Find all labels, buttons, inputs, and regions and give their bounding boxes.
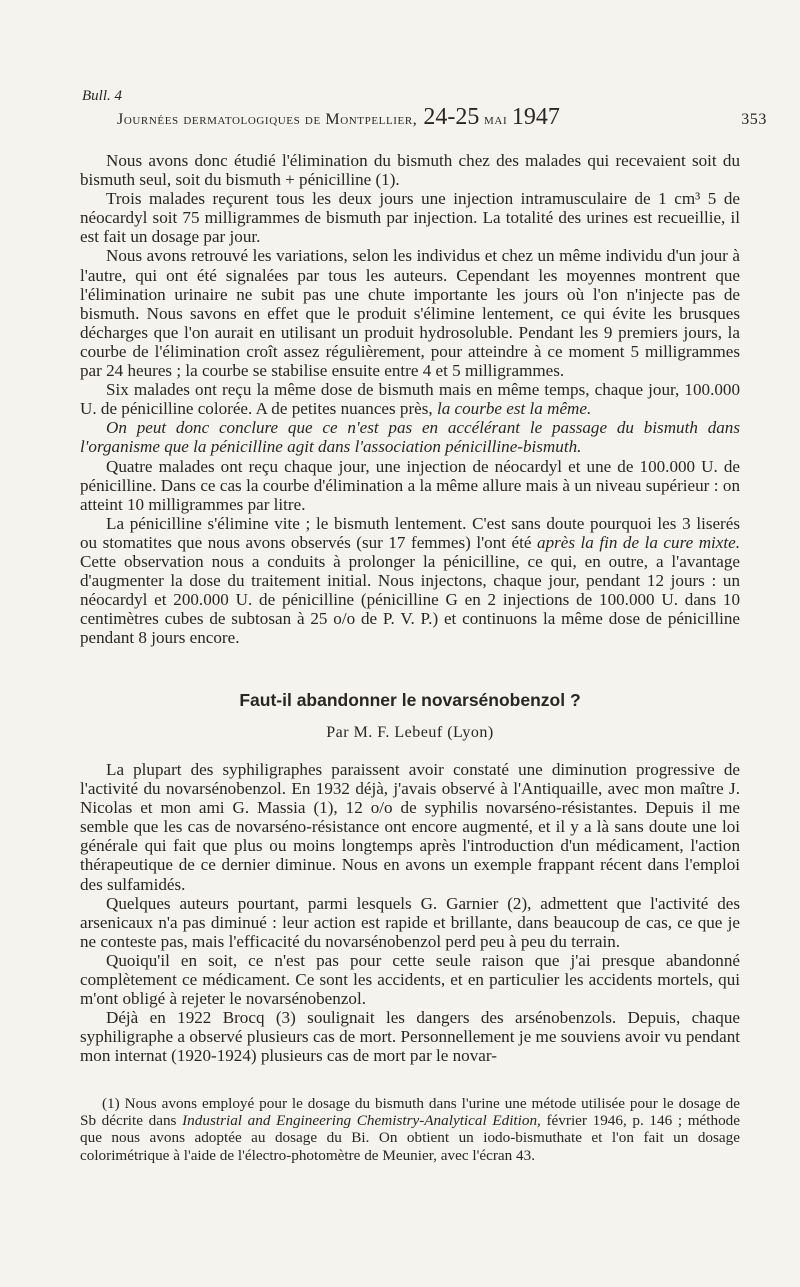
text-run: La pénicilline s'élimine vite ; le bismuth lentement. C'est sans doute pourquoi les 3 liserés ou stomatites que nous avons observés (sur 17 femmes) l'ont été bbox=[80, 513, 740, 552]
text-run: Quelques auteurs pourtant, parmi lesquels G. Garnier (2), admettent que l'activité des arsenicaux n'a pas diminué : leur action est rapide et brillante, dans beaucoup de cas, ce que je ne conteste pas, mais l'efficacité du novarsénobenzol perd peu à peu du terrain. bbox=[80, 893, 740, 951]
page-number: 353 bbox=[741, 111, 767, 128]
footnote-run: (1) Nous avons employé pour le dosage du bismuth dans l'urine une métode utilisée pour le dosage de Sb décrite dans bbox=[80, 1095, 740, 1130]
paragraph bbox=[80, 951, 740, 1008]
paragraph bbox=[80, 189, 740, 246]
text-run: Quoiqu'il en soit, ce n'est pas pour cette seule raison que j'ai presque abandonné complètement ce médicament. Ce sont les accidents, et en particulier les accidents mortels, qui m'ont obligé à rejeter le novarsénobenzol. bbox=[80, 950, 740, 1009]
text-run: après la fin de la cure mixte. bbox=[537, 532, 740, 552]
text-run: la courbe est la même. bbox=[436, 399, 592, 419]
running-header bbox=[117, 104, 767, 131]
footnote-run: février 1946, p. 146 ; méthode que nous avons adoptée au dosage du Bi. On obtient un iodo-bismuthate et l'on fait un dosage colorimétrique à l'aide de l'électro-photomètre de Meunier, avec l'écran 43. bbox=[80, 1112, 741, 1164]
paragraph bbox=[80, 894, 740, 951]
paragraph bbox=[80, 246, 740, 380]
date-month: mai bbox=[484, 111, 508, 128]
section2-body bbox=[80, 760, 740, 1066]
footnote-run: Industrial and Engineering Chemistry-Analytical Edition, bbox=[182, 1112, 541, 1130]
author-byline: Par M. F. Lebeuf (Lyon) bbox=[326, 724, 494, 741]
footnotes bbox=[80, 1095, 740, 1164]
footnote-1 bbox=[80, 1095, 740, 1164]
paragraph bbox=[80, 151, 740, 189]
text-run: Nous avons donc étudié l'élimination du bismuth chez des malades qui recevaient soit du bismuth seul, soit du bismuth + pénicilline (1). bbox=[80, 151, 740, 190]
journal-title: Journées dermatologiques de Montpellier, bbox=[117, 111, 418, 128]
section1-body bbox=[80, 151, 740, 647]
text-run: La plupart des syphiligraphes paraissent avoir constaté une diminution progressive de l'activité du novarsénobenzol. En 1932 déjà, j'avais observé à l'Antiquaille, avec mon maître J. Nicolas et mon ami G. Massia (1), 12 o/o de syphilis novarséno-résistantes. Depuis il me semble que les cas de novarséno-résistance ont encore augmenté, et il y a là sans doute une loi générale qui fait que plus ou moins longtemps après l'introduction d'un médicament, l'action thérapeutique de ce dernier diminue. Nous en avons un exemple frappant récent dans l'emploi des sulfamidés. bbox=[80, 760, 740, 894]
paragraph bbox=[80, 457, 740, 514]
header-date bbox=[423, 104, 559, 131]
date-days: 24-25 bbox=[423, 104, 480, 130]
bull-mark: Bull. 4 bbox=[82, 88, 122, 104]
text-run: Quatre malades ont reçu chaque jour, une injection de néocardyl et une de 100.000 U. de pénicilline. Dans ce cas la courbe d'élimination a la même allure mais à un niveau supérieur : on atteint 10 milligrammes par litre. bbox=[80, 456, 740, 514]
text-run: Déjà en 1922 Brocq (3) soulignait les dangers des arsénobenzols. Depuis, chaque syphiligraphe a observé plusieurs cas de mort. Personnellement je me souviens avoir vu pendant mon internat (1920-1924) plusieurs cas de mort par le novar- bbox=[80, 1008, 740, 1066]
text-run: Trois malades reçurent tous les deux jours une injection intramusculaire de 1 cm³ 5 de néocardyl soit 75 milligrammes de bismuth par injection. La totalité des urines est recueillie, il est fait un dosage par jour. bbox=[80, 189, 740, 247]
text-run: Six malades ont reçu la même dose de bismuth mais en même temps, chaque jour, 100.000 U. de pénicilline colorée. A de petites nuances près, bbox=[80, 380, 740, 419]
paragraph bbox=[80, 760, 740, 894]
paragraph bbox=[80, 380, 740, 418]
section-title: Faut-il abandonner le novarsénobenzol ? bbox=[239, 690, 581, 710]
text-run: On peut donc conclure que ce n'est pas en accélérant le passage du bismuth dans l'organisme que la pénicilline agit dans l'association pénicilline-bismuth. bbox=[80, 418, 740, 457]
text-run: Cette observation nous a conduits à prolonger la pénicilline, ce qui, en outre, a l'avantage d'augmenter la dose du traitement initial. Nous injectons, chaque jour, pendant 12 jours : un néocardyl et 200.000 U. de pénicilline (pénicilline G en 2 injections de 100.000 U. dans 10 centimètres cubes de subtosan à 25 o/o de P. V. P.) et continuons la même dose de pénicilline pendant 8 jours encore. bbox=[80, 551, 740, 648]
paragraph bbox=[80, 418, 740, 456]
date-year: 1947 bbox=[511, 104, 560, 130]
paragraph bbox=[80, 1008, 740, 1065]
paragraph bbox=[80, 514, 740, 648]
text-run: Nous avons retrouvé les variations, selon les individus et chez un même individu d'un jour à l'autre, qui ont été signalées par tous les auteurs. Cependant les moyennes montrent que l'élimination urinaire ne subit pas une chute importante les jours où l'on n'injecte pas de bismuth. Nous savons en effet que le produit s'élimine lentement, ce qui évite les brusques décharges que l'on aurait en utilisant un produit hydrosoluble. Pendant les 9 premiers jours, la courbe de l'élimination croît assez régulièrement, pour atteindre à ce moment 5 milligrammes par 24 heures ; la courbe se stabilise ensuite entre 4 et 5 milligrammes. bbox=[80, 246, 740, 381]
